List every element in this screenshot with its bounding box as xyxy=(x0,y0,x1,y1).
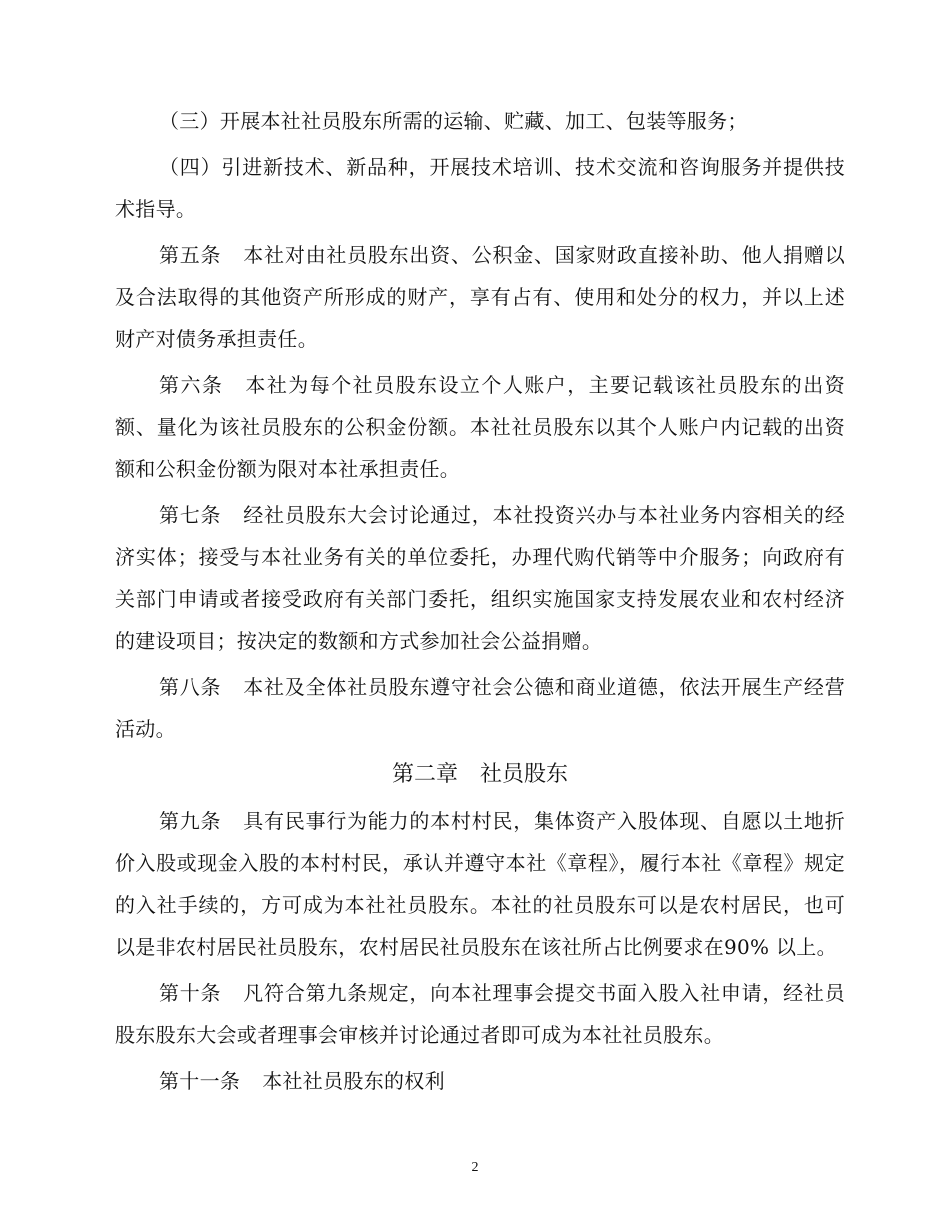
article-text: 本社及全体社员股东遵守社会公德和商业道德，依法开展生产经营活动。 xyxy=(115,675,845,741)
article-text: 本社为每个社员股东设立个人账户，主要记载该社员股东的出资额、量化为该社员股东的公积金份额。本社社员股东以其个人账户内记载的出资额和公积金份额为限对本社承担责任。 xyxy=(115,373,845,481)
paragraph-item-3 xyxy=(115,100,845,142)
chapter-number: 第二章 xyxy=(391,762,458,787)
article-number: 第十一条 xyxy=(159,1069,241,1093)
article-text: 本社对由社员股东出资、公积金、国家财政直接补助、他人捐赠以及合法取得的其他资产所形成的财产，享有占有、使用和处分的权力，并以上述财产对债务承担责任。 xyxy=(115,243,845,351)
article-number: 第八条 xyxy=(159,675,222,699)
article-7 xyxy=(115,494,845,662)
paragraph-text: （三）开展本社社员股东所需的运输、贮藏、加工、包装等服务； xyxy=(159,109,748,133)
chapter-heading xyxy=(115,754,845,796)
article-text: 本社社员股东的权利 xyxy=(262,1069,445,1093)
article-11 xyxy=(115,1060,845,1102)
article-text: 凡符合第九条规定，向本社理事会提交书面入股入社申请，经社员股东股东大会或者理事会审核并讨论通过者即可成为本社社员股东。 xyxy=(115,981,845,1047)
paragraph-text: （四）引进新技术、新品种，开展技术培训、技术交流和咨询服务并提供技术指导。 xyxy=(115,155,845,221)
article-number: 第十条 xyxy=(159,981,222,1005)
article-number: 第九条 xyxy=(159,809,222,833)
article-number: 第五条 xyxy=(159,243,222,267)
page-number: 2 xyxy=(471,1160,479,1175)
paragraph-item-4 xyxy=(115,146,845,230)
article-6 xyxy=(115,364,845,490)
document-body xyxy=(115,100,845,1106)
chapter-title: 社员股东 xyxy=(480,762,569,787)
article-text: 具有民事行为能力的本村村民，集体资产入股体现、自愿以土地折价入股或现金入股的本村村民，承认并遵守本社《章程》，履行本社《章程》规定的入社手续的，方可成为本社社员股东。本社的社员股东可以是农村居民，也可以是非农村居民社员股东，农村居民社员股东在该社所占比例要求在90% 以上。 xyxy=(115,809,845,959)
article-10 xyxy=(115,972,845,1056)
article-number: 第六条 xyxy=(159,373,224,397)
article-8 xyxy=(115,666,845,750)
article-text: 经社员股东大会讨论通过，本社投资兴办与本社业务内容相关的经济实体；接受与本社业务有关的单位委托，办理代购代销等中介服务；向政府有关部门申请或者接受政府有关部门委托，组织实施国家支持发展农业和农村经济的建设项目；按决定的数额和方式参加社会公益捐赠。 xyxy=(115,503,845,653)
article-9 xyxy=(115,800,845,968)
article-number: 第七条 xyxy=(159,503,222,527)
article-5 xyxy=(115,234,845,360)
